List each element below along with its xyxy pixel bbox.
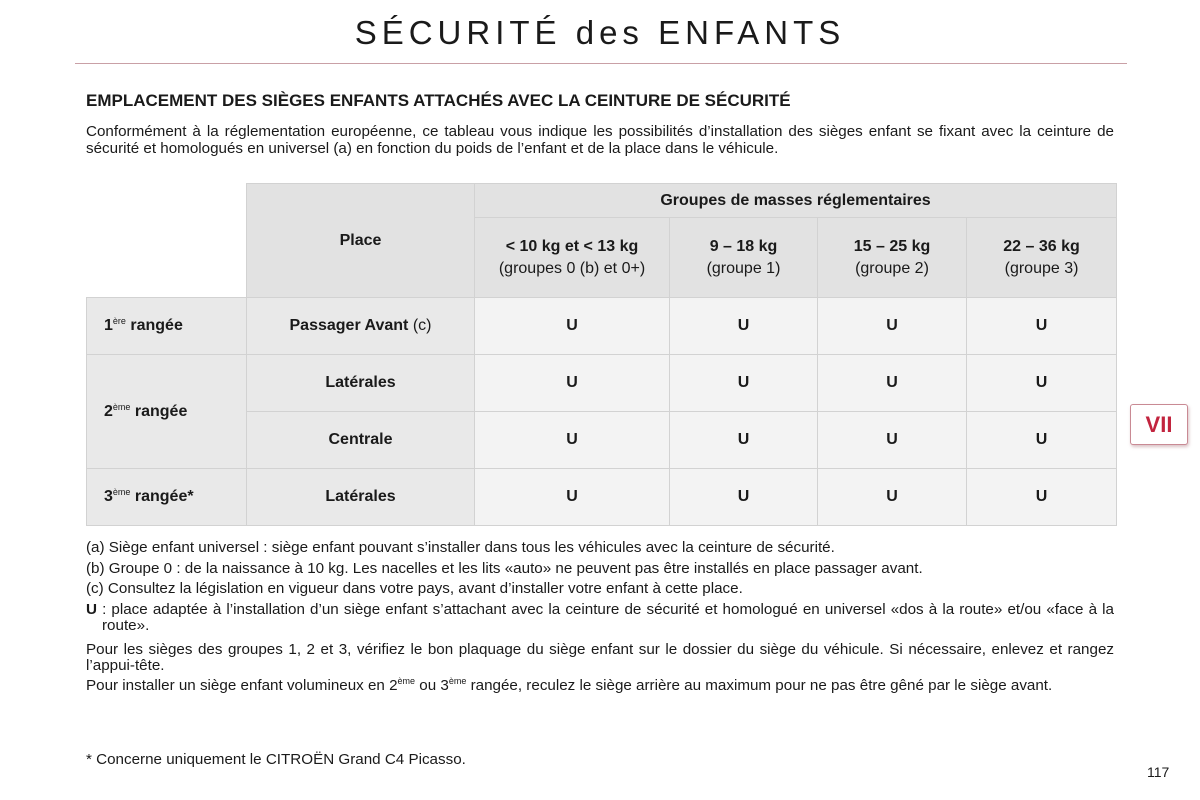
value-cell: U: [670, 355, 818, 412]
value-cell: U: [670, 298, 818, 355]
value-cell: U: [818, 298, 967, 355]
place-cell: Centrale: [247, 412, 475, 469]
value-cell: U: [818, 469, 967, 526]
intro-paragraph: Conformément à la réglementation européenne, ce tableau vous indique les possibilités d’installation des sièges enfant se fixant avec la ceinture de sécurité et homologués en universel (a) en fonction du poids de l’enfant et de la place dans le véhicule.: [86, 123, 1114, 157]
group-header: [818, 218, 967, 298]
page-title: SÉCURITÉ des ENFANTS: [354, 14, 846, 51]
advice-paragraph: Pour les sièges des groupes 1, 2 et 3, vérifiez le bon plaquage du siège enfant sur le dossier du siège du véhicule. Si nécessaire, enlevez et rangez l’appui-tête.: [86, 640, 1114, 674]
value-cell: U: [670, 412, 818, 469]
value-cell: U: [967, 412, 1117, 469]
place-cell: Passager Avant (c): [247, 298, 475, 355]
notes-block: [86, 540, 1114, 694]
value-cell: U: [475, 355, 670, 412]
value-cell: U: [967, 298, 1117, 355]
row-label: 1ère rangée: [87, 298, 247, 355]
place-header: Place: [247, 184, 475, 298]
group-weight: 15 – 25 kg: [853, 237, 931, 255]
value-cell: U: [475, 298, 670, 355]
group-label: (groupes 0 (b) et 0+): [498, 259, 646, 277]
child-seat-table: [86, 183, 1117, 526]
note-b: (b) Groupe 0 : de la naissance à 10 kg. Les nacelles et les lits «auto» ne peuvent pas être installés en place passager avant.: [86, 559, 923, 577]
row-label: 3ème rangée*: [87, 469, 247, 526]
table-row: [87, 355, 1117, 412]
note-u: U : place adaptée à l’installation d’un siège enfant s’attachant avec la ceinture de sécurité et homologué en universel «dos à la route» et/ou «face à la route».: [86, 600, 1114, 634]
group-header: [475, 218, 670, 298]
place-cell: Latérales: [247, 355, 475, 412]
value-cell: U: [475, 412, 670, 469]
value-cell: U: [818, 412, 967, 469]
advice-paragraph: Pour installer un siège enfant volumineux en 2ème ou 3ème rangée, reculez le siège arrière au maximum pour ne pas être gêné par le siège avant.: [86, 675, 1053, 694]
row-label: 2ème rangée: [87, 355, 247, 469]
group-weight: 22 – 36 kg: [1003, 237, 1080, 255]
page-number: 117: [1147, 764, 1170, 780]
value-cell: U: [475, 469, 670, 526]
group-header: [967, 218, 1117, 298]
table-row: [87, 469, 1117, 526]
chapter-tab[interactable]: VII: [1130, 404, 1188, 445]
group-weight: 9 – 18 kg: [709, 237, 778, 255]
value-cell: U: [818, 355, 967, 412]
place-cell: Latérales: [247, 469, 475, 526]
group-header: [670, 218, 818, 298]
group-label: (groupe 2): [855, 259, 929, 277]
title-divider: [75, 63, 1127, 64]
value-cell: U: [967, 469, 1117, 526]
groups-header: Groupes de masses réglementaires: [475, 184, 1117, 218]
value-cell: U: [670, 469, 818, 526]
group-label: (groupe 1): [706, 259, 781, 277]
section-heading: EMPLACEMENT DES SIÈGES ENFANTS ATTACHÉS AVEC LA CEINTURE DE SÉCURITÉ: [86, 91, 791, 110]
footnote: * Concerne uniquement le CITROËN Grand C4 Picasso.: [86, 751, 466, 768]
note-a: (a) Siège enfant universel : siège enfant pouvant s’installer dans tous les véhicules avec la ceinture de sécurité.: [86, 539, 835, 556]
table-corner: [87, 184, 247, 298]
value-cell: U: [967, 355, 1117, 412]
group-label: (groupe 3): [1004, 259, 1079, 277]
note-c: (c) Consultez la législation en vigueur dans votre pays, avant d’installer votre enfant à cette place.: [86, 580, 743, 597]
table-row: [87, 298, 1117, 355]
group-weight: < 10 kg et < 13 kg: [505, 237, 639, 255]
